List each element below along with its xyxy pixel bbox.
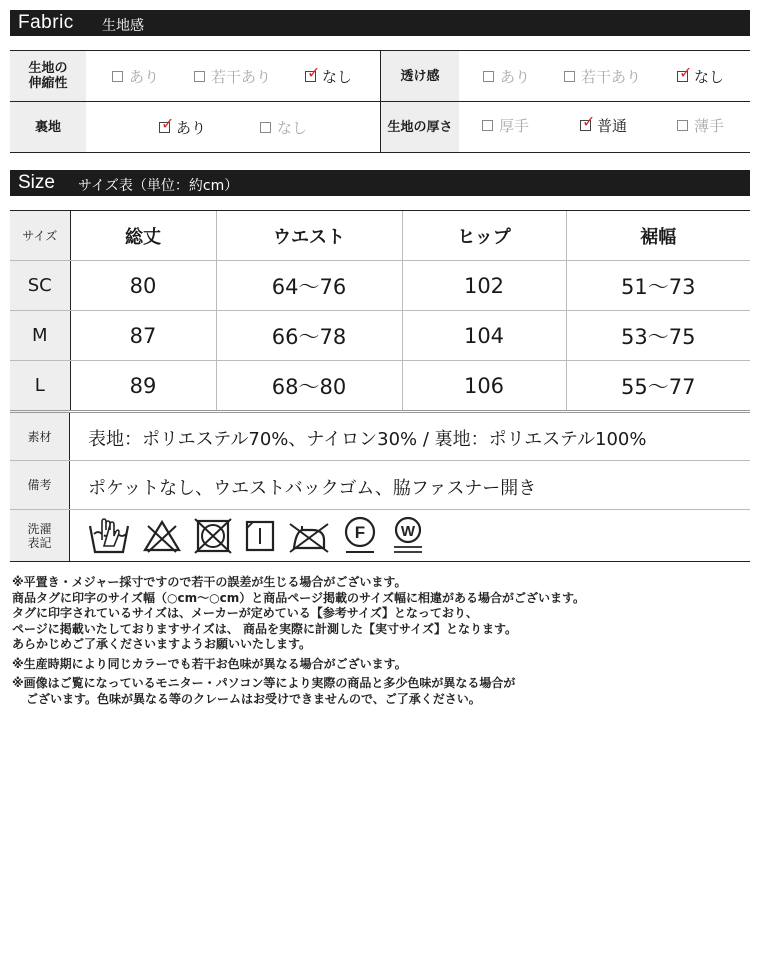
table-cell: 51～73 (566, 261, 750, 311)
material-row (10, 413, 750, 461)
stretch-option-yes: あり (112, 66, 159, 87)
table-cell: 80 (70, 261, 216, 311)
checkbox-icon (564, 71, 575, 82)
checkbox-checked-icon: ✓ (582, 112, 596, 131)
table-row (10, 361, 750, 412)
svg-text:F: F (354, 523, 366, 542)
checkbox-icon (194, 71, 205, 82)
size-header-hip: ヒップ (402, 211, 566, 261)
size-section-header (10, 170, 750, 196)
size-label: M (10, 311, 70, 361)
size-subtitle: サイズ表（単位：約cm） (78, 178, 239, 194)
lining-label: 裏地 (10, 102, 86, 152)
table-cell: 102 (402, 261, 566, 311)
material-value: 表地：ポリエステル70%、ナイロン30% / 裏地：ポリエステル100% (88, 429, 647, 450)
line-dry-icon (244, 519, 276, 553)
fabric-table (10, 50, 750, 153)
fabric-subtitle: 生地感 (102, 18, 144, 34)
footnote: 商品タグに印字のサイズ幅（○cm～○cm）と商品ページ掲載のサイズ幅に相違がある場合がございます。 (12, 590, 586, 605)
checkbox-icon (483, 71, 494, 82)
footnote: ※平置き・メジャー採寸ですので若干の誤差が生じる場合がございます。 (12, 575, 407, 589)
notes-row (10, 461, 750, 510)
table-cell: 89 (70, 361, 216, 412)
stretch-label: 生地の 伸縮性 (10, 51, 86, 101)
sheerness-option-none: ✓ なし (679, 63, 725, 86)
care-row (10, 510, 750, 562)
sheerness-option-yes: あり (483, 66, 530, 87)
stretch-option-slight: 若干あり (194, 66, 271, 87)
material-label: 素材 (10, 413, 70, 460)
sheerness-label: 透け感 (381, 51, 459, 101)
table-cell: 68～80 (216, 361, 402, 412)
sheerness-option-slight: 若干あり (564, 66, 641, 87)
dry-clean-f-icon (342, 516, 378, 556)
notes-label: 備考 (10, 461, 70, 509)
care-label: 洗濯 表記 (10, 510, 70, 561)
size-header-hem-width: 裾幅 (566, 211, 750, 261)
table-row (10, 311, 750, 361)
notes-value: ポケットなし、ウエストバックゴム、脇ファスナー開き (88, 478, 537, 499)
footnotes (12, 575, 748, 707)
footnote: ございます。色味が異なる等のクレームはお受けできませんので、ご了承ください。 (26, 691, 481, 706)
thickness-option-thick: 厚手 (482, 115, 529, 136)
checkbox-icon (482, 120, 493, 131)
fabric-title: Fabric (18, 12, 74, 33)
table-cell: 87 (70, 311, 216, 361)
no-iron-icon (288, 518, 330, 554)
care-icons (88, 515, 438, 557)
thickness-label: 生地の厚さ (381, 102, 459, 152)
table-cell: 55～77 (566, 361, 750, 412)
lining-option-yes: ✓ あり (161, 114, 207, 137)
size-label: SC (10, 261, 70, 311)
no-tumble-dry-icon (194, 518, 232, 554)
table-row (10, 261, 750, 311)
checkbox-checked-icon: ✓ (161, 114, 175, 133)
table-cell: 53～75 (566, 311, 750, 361)
table-cell: 104 (402, 311, 566, 361)
footnote: ※生産時期により同じカラーでも若干お色味が異なる場合がございます。 (12, 656, 407, 671)
wet-clean-w-icon (390, 516, 426, 556)
thickness-option-normal: ✓ 普通 (582, 112, 628, 135)
lining-option-none: なし (260, 117, 307, 138)
checkbox-icon (260, 122, 271, 133)
checkbox-icon (677, 120, 688, 131)
hand-wash-icon (88, 516, 130, 556)
footnote: タグに印字されているサイズは、メーカーが定めている【参考サイズ】となっており、 (12, 606, 478, 620)
size-header-size: サイズ (10, 211, 70, 261)
size-header-waist: ウエスト (216, 211, 402, 261)
size-title: Size (18, 172, 55, 193)
size-header-length: 総丈 (70, 211, 216, 261)
size-table-header-row (10, 211, 750, 261)
no-bleach-icon (142, 518, 182, 554)
fabric-section-header (10, 10, 750, 36)
size-label: L (10, 361, 70, 412)
table-cell: 66～78 (216, 311, 402, 361)
checkbox-checked-icon: ✓ (679, 63, 693, 82)
checkbox-checked-icon: ✓ (307, 63, 321, 82)
footnote: ページに掲載いたしておりますサイズは、 商品を実際に計測した【実寸サイズ】となります。 (12, 621, 518, 636)
checkbox-icon (112, 71, 123, 82)
table-cell: 64～76 (216, 261, 402, 311)
thickness-option-thin: 薄手 (677, 115, 724, 136)
size-table (10, 210, 750, 413)
svg-text:W: W (400, 523, 416, 540)
footnote: ※画像はご覧になっているモニター・パソコン等により実際の商品と多少色味が異なる場合が (12, 676, 516, 690)
footnote: あらかじめご了承くださいますようお願いいたします。 (12, 637, 312, 651)
stretch-option-none: ✓ なし (307, 63, 353, 86)
table-cell: 106 (402, 361, 566, 412)
